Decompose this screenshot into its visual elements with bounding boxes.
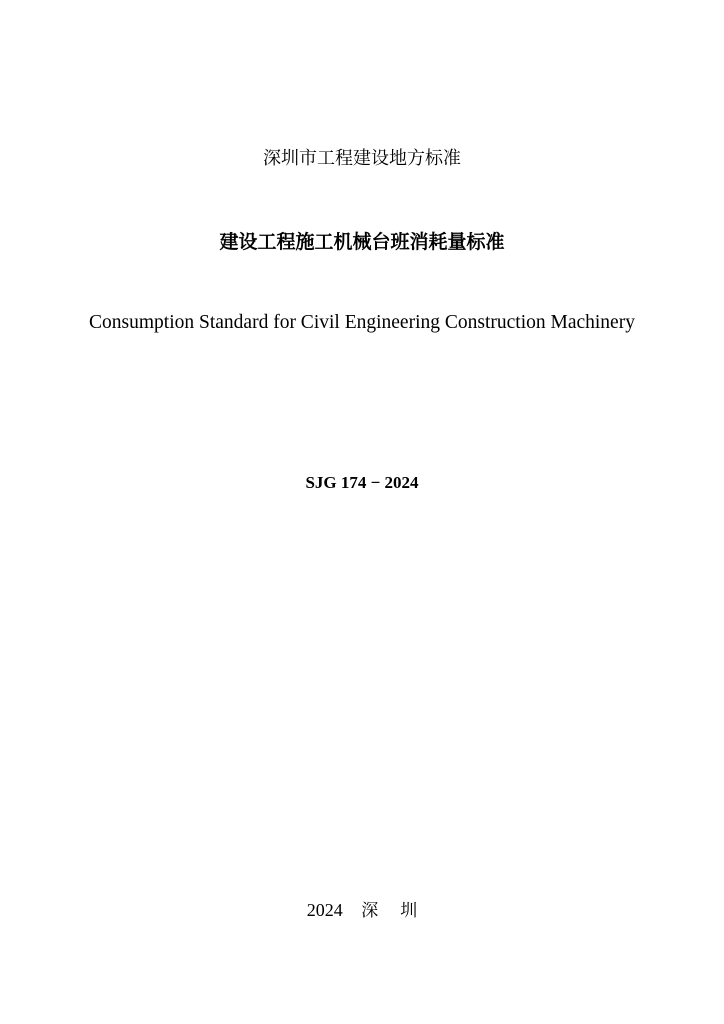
place-char-2: 圳 — [400, 901, 418, 921]
standard-code: SJG 174 − 2024 — [305, 473, 419, 492]
standard-series: 深圳市工程建设地方标准 — [263, 148, 461, 169]
publication-footer — [0, 898, 724, 923]
publication-place — [361, 901, 417, 921]
publication-year: 2024 — [306, 900, 343, 920]
title-chinese: 建设工程施工机械台班消耗量标准 — [219, 231, 505, 253]
title-english: Consumption Standard for Civil Engineering Construction Machinery — [89, 312, 635, 333]
place-char-1: 深 — [361, 901, 379, 921]
